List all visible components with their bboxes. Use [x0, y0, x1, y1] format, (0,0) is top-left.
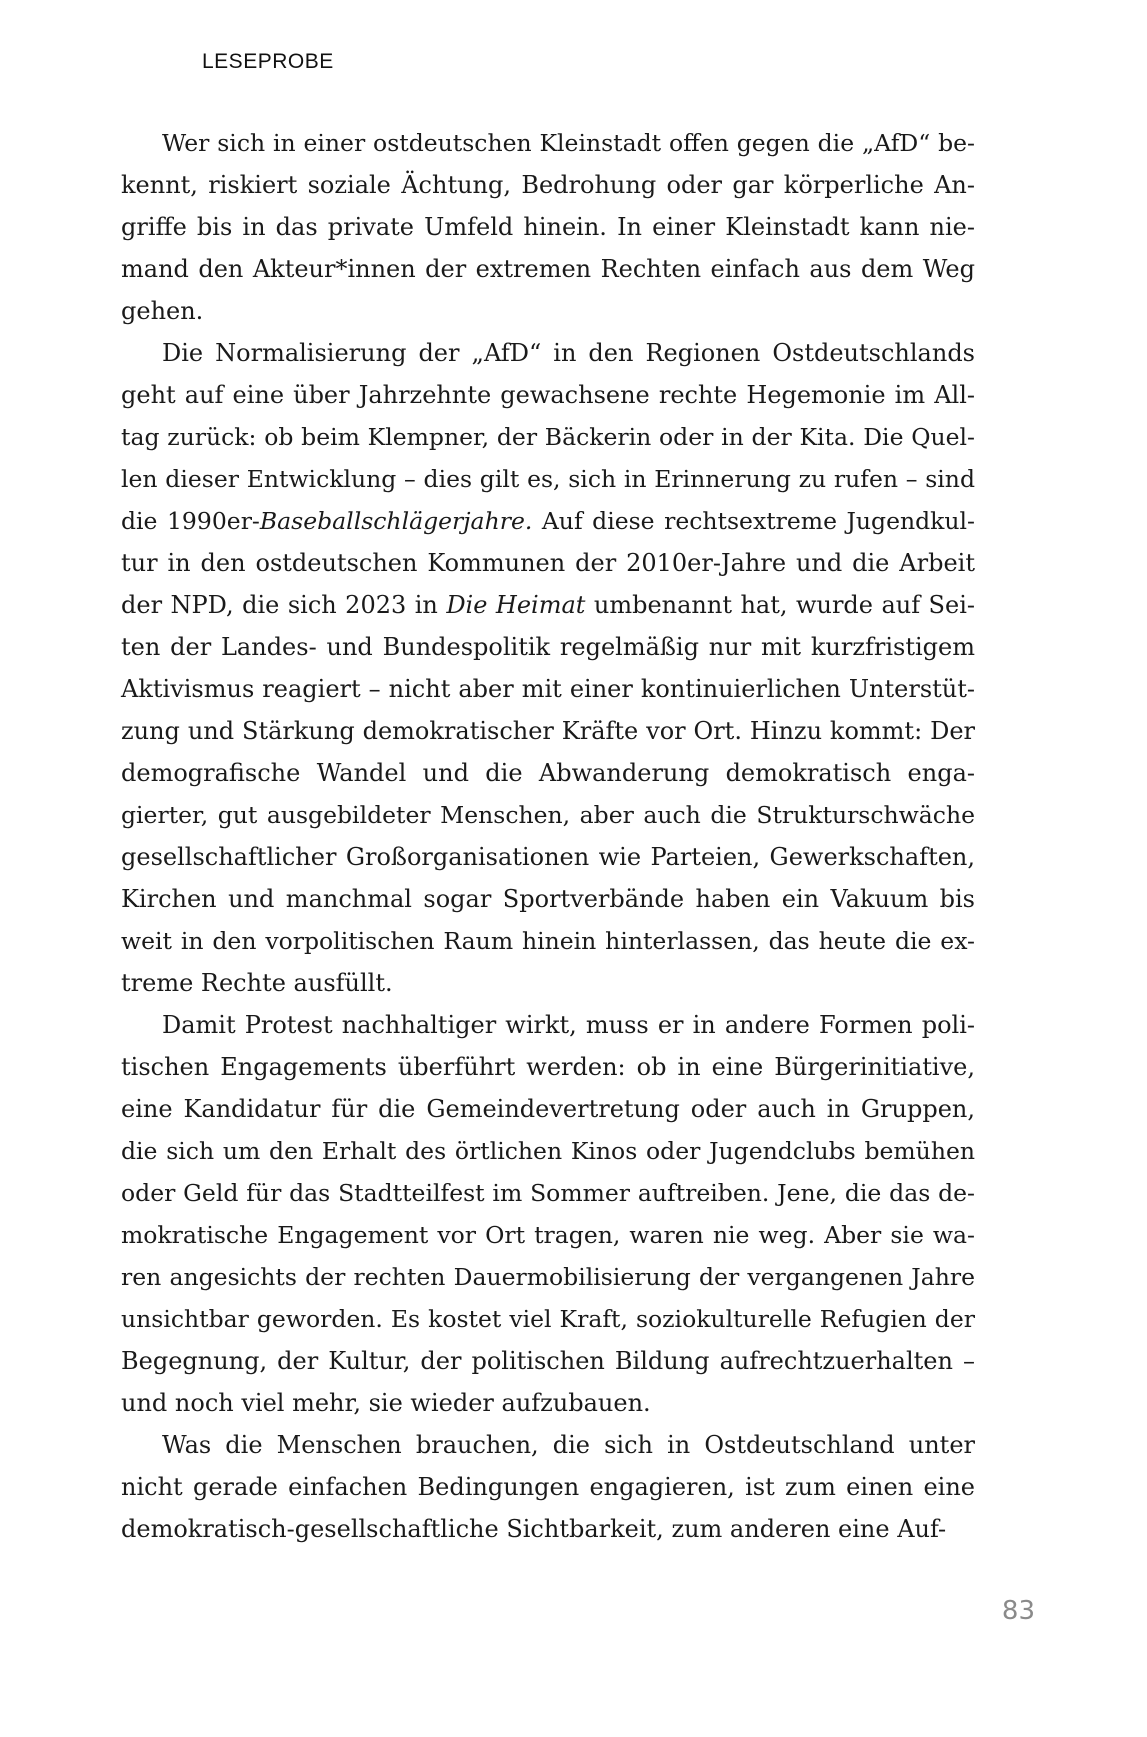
text-line [121, 458, 975, 500]
text-segment: griffe bis in das private Umfeld hinein. In einer Kleinstadt kann nie- [121, 213, 975, 241]
text-segment: oder Geld für das Stadtteilfest im Sommer auftreiben. Jene, die das de- [121, 1179, 975, 1207]
text-line [121, 248, 975, 290]
text-line [121, 1340, 975, 1382]
text-segment: demografische Wandel und die Abwanderung demokratisch enga- [121, 759, 975, 787]
text-line [121, 962, 975, 1004]
text-segment: die 1990er- [121, 507, 260, 535]
text-segment: tag zurück: ob beim Klempner, der Bäckerin oder in der Kita. Die Quel- [121, 423, 975, 451]
text-line [121, 332, 975, 374]
paragraph [121, 1004, 975, 1424]
text-segment: gierter, gut ausgebildeter Menschen, aber auch die Strukturschwäche [121, 801, 975, 829]
text-segment: nicht gerade einfachen Bedingungen engagieren, ist zum einen eine [121, 1473, 975, 1501]
text-segment: tischen Engagements überführt werden: ob in eine Bürgerinitiative, [121, 1053, 975, 1081]
text-segment: tur in den ostdeutschen Kommunen der 2010er-Jahre und die Arbeit [121, 549, 975, 577]
text-line [121, 584, 975, 626]
text-line [121, 626, 975, 668]
text-segment: Wer sich in einer ostdeutschen Kleinstadt offen gegen die „AfD“ be- [162, 129, 975, 157]
body-text [121, 122, 975, 1550]
text-line [121, 1466, 975, 1508]
text-line [121, 1004, 975, 1046]
text-line [121, 1214, 975, 1256]
paragraph [121, 1424, 975, 1550]
text-segment: Kirchen und manchmal sogar Sportverbände haben ein Vakuum bis [121, 885, 975, 913]
text-segment: der NPD, die sich 2023 in [121, 591, 447, 619]
text-line [121, 206, 975, 248]
text-segment: und noch viel mehr, sie wieder aufzubauen. [121, 1389, 651, 1417]
text-segment: Damit Protest nachhaltiger wirkt, muss er in andere Formen poli- [162, 1011, 975, 1039]
text-segment: gehen. [121, 297, 204, 325]
paragraph [121, 122, 975, 332]
text-segment: demokratisch-gesellschaftliche Sichtbarkeit, zum anderen eine Auf- [121, 1515, 947, 1543]
paragraph [121, 332, 975, 1004]
text-line [121, 164, 975, 206]
text-line [121, 752, 975, 794]
text-line [121, 1256, 975, 1298]
text-line [121, 878, 975, 920]
text-line [121, 1046, 975, 1088]
text-segment: Begegnung, der Kultur, der politischen Bildung aufrechtzuerhalten – [121, 1347, 975, 1375]
text-segment: Auf diese rechtsextreme Jugendkul- [532, 507, 975, 535]
text-line [121, 1298, 975, 1340]
italic-title: Die Heimat [446, 591, 586, 619]
text-segment: Aktivismus reagiert – nicht aber mit einer kontinuierlichen Unterstüt- [121, 675, 975, 703]
text-segment: Die Normalisierung der „AfD“ in den Regionen Ostdeutschlands [162, 339, 975, 367]
text-segment: treme Rechte ausfüllt. [121, 969, 393, 997]
text-line [121, 1172, 975, 1214]
text-segment: ten der Landes- und Bundespolitik regelmäßig nur mit kurzfristigem [121, 633, 975, 661]
running-header: LESEPROBE [202, 50, 334, 73]
text-segment: geht auf eine über Jahrzehnte gewachsene rechte Hegemonie im All- [121, 381, 975, 409]
text-segment: eine Kandidatur für die Gemeindevertretung oder auch in Gruppen, [121, 1095, 975, 1123]
text-line [121, 1088, 975, 1130]
text-line [121, 542, 975, 584]
text-line [121, 668, 975, 710]
text-segment: kennt, riskiert soziale Ächtung, Bedrohung oder gar körperliche An- [121, 171, 975, 199]
text-line [121, 710, 975, 752]
text-line [121, 794, 975, 836]
text-line [121, 1508, 975, 1550]
text-line [121, 122, 975, 164]
text-line [121, 920, 975, 962]
text-segment: gesellschaftlicher Großorganisationen wie Parteien, Gewerkschaften, [121, 843, 975, 871]
text-line [121, 1382, 975, 1424]
page-number: 83 [1001, 1596, 1035, 1626]
text-segment: mokratische Engagement vor Ort tragen, waren nie weg. Aber sie wa- [121, 1221, 975, 1249]
text-line [121, 500, 975, 542]
text-line [121, 374, 975, 416]
text-segment: mand den Akteur*innen der extremen Rechten einfach aus dem Weg [121, 255, 975, 283]
text-line [121, 416, 975, 458]
text-segment: weit in den vorpolitischen Raum hinein hinterlassen, das heute die ex- [121, 927, 975, 955]
text-segment: umbenannt hat, wurde auf Sei- [585, 591, 975, 619]
text-line [121, 1130, 975, 1172]
text-segment: len dieser Entwicklung – dies gilt es, sich in Erinnerung zu rufen – sind [121, 465, 975, 493]
text-line [121, 1424, 975, 1466]
text-segment: Was die Menschen brauchen, die sich in Ostdeutschland unter [162, 1431, 975, 1459]
text-line [121, 290, 975, 332]
text-segment: unsichtbar geworden. Es kostet viel Kraft, soziokulturelle Refugien der [121, 1305, 975, 1333]
text-segment: zung und Stärkung demokratischer Kräfte vor Ort. Hinzu kommt: Der [121, 717, 975, 745]
italic-title: Baseballschlägerjahre. [259, 507, 533, 535]
text-segment: ren angesichts der rechten Dauermobilisierung der vergangenen Jahre [121, 1263, 975, 1291]
text-line [121, 836, 975, 878]
text-segment: die sich um den Erhalt des örtlichen Kinos oder Jugendclubs bemühen [121, 1137, 975, 1165]
